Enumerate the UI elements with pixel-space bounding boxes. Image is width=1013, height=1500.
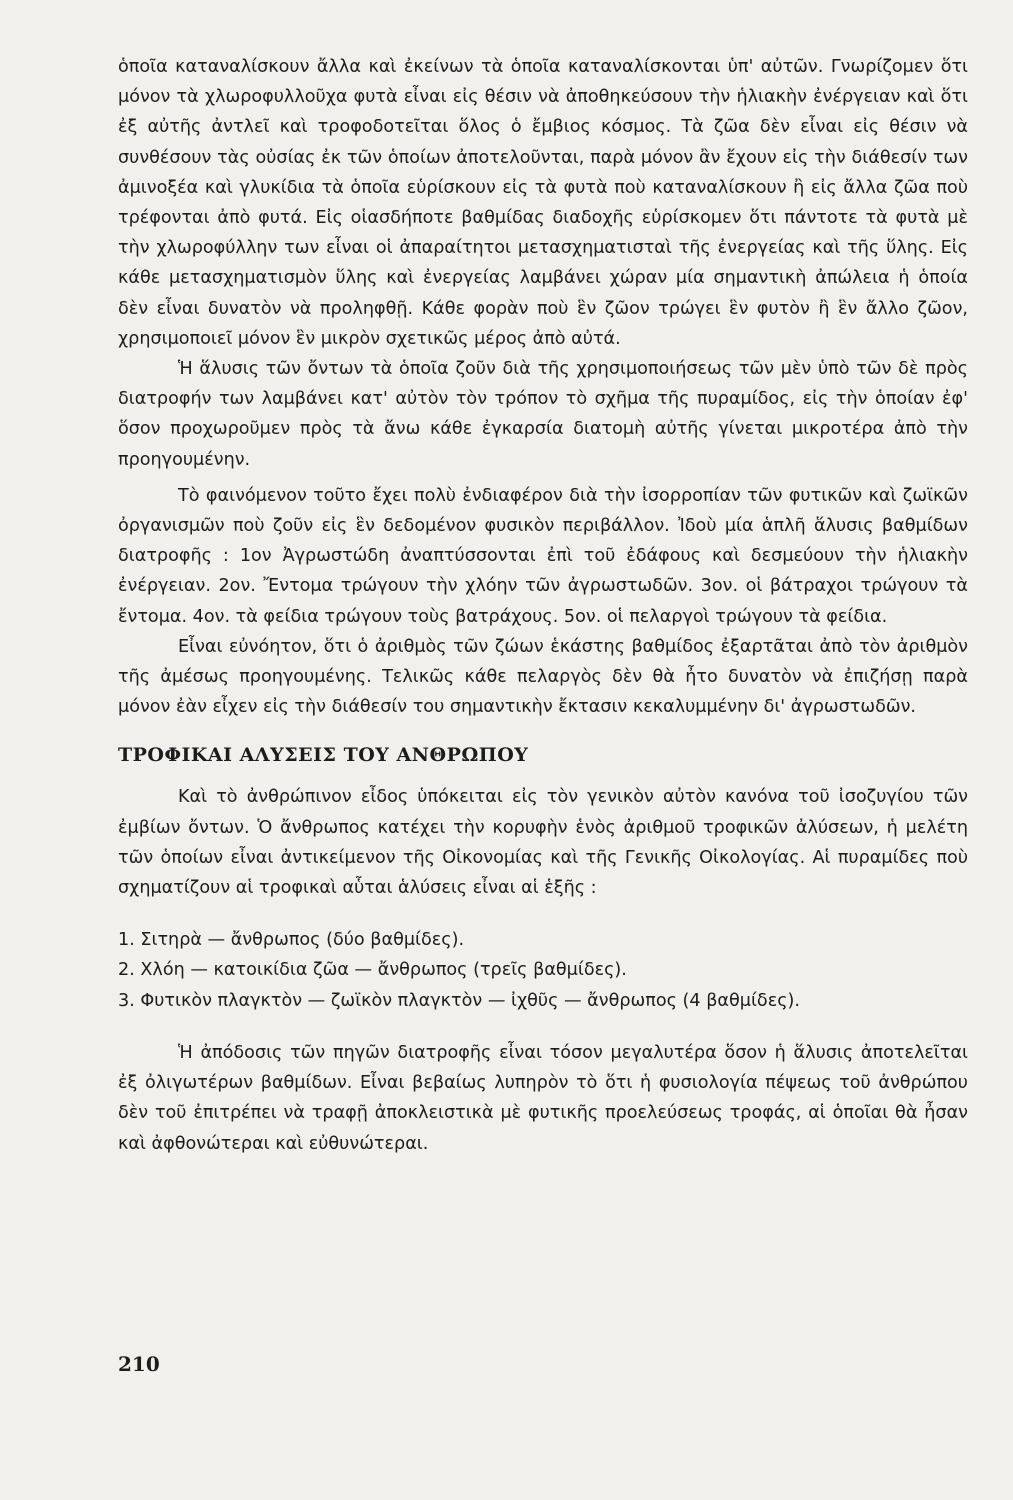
section-heading: ΤΡΟΦΙΚΑΙ ΑΛΥΣΕΙΣ ΤΟΥ ΑΝΘΡΩΠΟΥ bbox=[118, 744, 529, 767]
paragraph-4: Εἶναι εὐνόητον, ὅτι ὁ ἀριθμὸς τῶν ζώων ἑκάστης βαθμίδος ἐξαρτᾶται ἀπὸ τὸν ἀριθμὸν τῆς ἀμέσως προηγουμένης. Τελικῶς κάθε πελαργὸς δὲν θὰ ἦτο δυνατὸν νὰ ἐπιζήσῃ παρὰ μόνον ἐὰν εἶχεν εἰς τὴν διάθεσίν του σημαντικὴν ἔκτασιν κεκαλυμμένην δι' ἀγρωστωδῶν. bbox=[118, 636, 968, 718]
paragraph-1: ὁποῖα καταναλίσκουν ἄλλα καὶ ἐκείνων τὰ ὁποῖα καταναλίσκονται ὑπ' αὐτῶν. Γνωρίζομεν ὅτι μόνον τὰ χλωροφυλλοῦχα φυτὰ εἶναι εἰς θέσιν νὰ ἀποθηκεύσουν τὴν ἡλιακὴν ἐνέργειαν καὶ ὅτι ἐξ αὐτῆς ἀντλεῖ καὶ τροφοδοτεῖται ὅλος ὁ ἔμβιος κόσμος. Τὰ ζῶα δὲν εἶναι εἰς θέσιν νὰ συνθέσουν τὰς οὐσίας ἐκ τῶν ὁποίων ἀποτελοῦνται, παρὰ μόνον ἂν ἔχουν εἰς τὴν διάθεσίν των ἀμινοξέα καὶ γλυκίδια τὰ ὁποῖα εὑρίσκουν εἰς τὰ φυτὰ ποὺ καταναλίσκουν ἢ εἰς ἄλλα ζῶα ποὺ τρέφονται ἀπὸ φυτά. Εἰς οἱασδήποτε βαθμίδας διαδοχῆς εὑρίσκομεν ὅτι πάντοτε τὰ φυτὰ μὲ τὴν χλωροφύλλην των εἶναι οἱ ἀπαραίτητοι μετασχηματισταὶ τῆς ἐνεργείας καὶ τῆς ὕλης. Εἰς κάθε μετασχηματισμὸν ὕλης καὶ ἐνεργείας λαμβάνει χώραν μία σημαντικὴ ἀπώλεια ἡ ὁποία δὲν εἶναι δυνατὸν νὰ προληφθῇ. Κάθε φορὰν ποὺ ἓν ζῶον τρώγει ἓν φυτὸν ἢ ἓν ἄλλο ζῶον, χρησιμοποιεῖ μόνον ἓν μικρὸν σχετικῶς μέρος ἀπὸ αὐτά. bbox=[118, 57, 968, 349]
page-body bbox=[118, 52, 968, 1159]
food-chain-list bbox=[118, 925, 968, 1016]
page-number: 210 bbox=[118, 1352, 160, 1376]
list-item: 3. Φυτικὸν πλαγκτὸν — ζωϊκὸν πλαγκτὸν — ἰχθῦς — ἄνθρωπος (4 βαθμίδες). bbox=[118, 990, 800, 1011]
list-item: 2. Χλόη — κατοικίδια ζῶα — ἄνθρωπος (τρεῖς βαθμίδες). bbox=[118, 960, 627, 981]
paragraph-3: Τὸ φαινόμενον τοῦτο ἔχει πολὺ ἐνδιαφέρον διὰ τὴν ἰσορροπίαν τῶν φυτικῶν καὶ ζωϊκῶν ὀργανισμῶν ποὺ ζοῦν εἰς ἓν δεδομένον φυσικὸν περιβάλλον. Ἰδοὺ μία ἁπλῆ ἅλυσις βαθμίδων διατροφῆς : 1ον Ἀγρωστώδη ἀναπτύσσονται ἐπὶ τοῦ ἐδάφους καὶ δεσμεύουν τὴν ἡλιακὴν ἐνέργειαν. 2ον. Ἔντομα τρώγουν τὴν χλόην τῶν ἀγρωστωδῶν. 3ον. οἱ βάτραχοι τρώγουν τὰ ἔντομα. 4ον. τὰ φείδια τρώγουν τοὺς βατράχους. 5ον. οἱ πελαργοὶ τρώγουν τὰ φείδια. bbox=[118, 485, 968, 627]
list-item: 1. Σιτηρὰ — ἄνθρωπος (δύο βαθμίδες). bbox=[118, 930, 465, 951]
paragraph-6: Ἡ ἀπόδοσις τῶν πηγῶν διατροφῆς εἶναι τόσον μεγαλυτέρα ὅσον ἡ ἅλυσις ἀποτελεῖται ἐξ ὀλιγωτέρων βαθμίδων. Εἶναι βεβαίως λυπηρὸν τὸ ὅτι ἡ φυσιολογία πέψεως τοῦ ἀνθρώπου δὲν τοῦ ἐπιτρέπει νὰ τραφῇ ἀποκλειστικὰ μὲ φυτικῆς προελεύσεως τροφάς, αἱ ὁποῖαι θὰ ἦσαν καὶ ἀφθονώτεραι καὶ εὐθυνώτεραι. bbox=[118, 1042, 968, 1154]
paragraph-2: Ἡ ἅλυσις τῶν ὄντων τὰ ὁποῖα ζοῦν διὰ τῆς χρησιμοποιήσεως τῶν μὲν ὑπὸ τῶν δὲ πρὸς διατροφήν των λαμβάνει κατ' αὐτὸν τὸν τρόπον τὸ σχῆμα τῆς πυραμίδος, εἰς τὴν ὁποίαν ἐφ' ὅσον προχωροῦμεν πρὸς τὰ ἄνω κάθε ἐγκαρσία διατομὴ αὐτῆς γίνεται μικροτέρα ἀπὸ τὴν προηγουμένην. bbox=[118, 359, 968, 470]
paragraph-5: Καὶ τὸ ἀνθρώπινον εἶδος ὑπόκειται εἰς τὸν γενικὸν αὐτὸν κανόνα τοῦ ἰσοζυγίου τῶν ἐμβίων ὄντων. Ὁ ἄνθρωπος κατέχει τὴν κορυφὴν ἑνὸς ἀριθμοῦ τροφικῶν ἀλύσεων, ἡ μελέτη τῶν ὁποίων εἶναι ἀντικείμενον τῆς Οἰκονομίας καὶ τῆς Γενικῆς Οἰκολογίας. Αἱ πυραμίδες ποὺ σχηματίζουν αἱ τροφικαὶ αὗται ἁλύσεις εἶναι αἱ ἑξῆς : bbox=[118, 787, 968, 899]
